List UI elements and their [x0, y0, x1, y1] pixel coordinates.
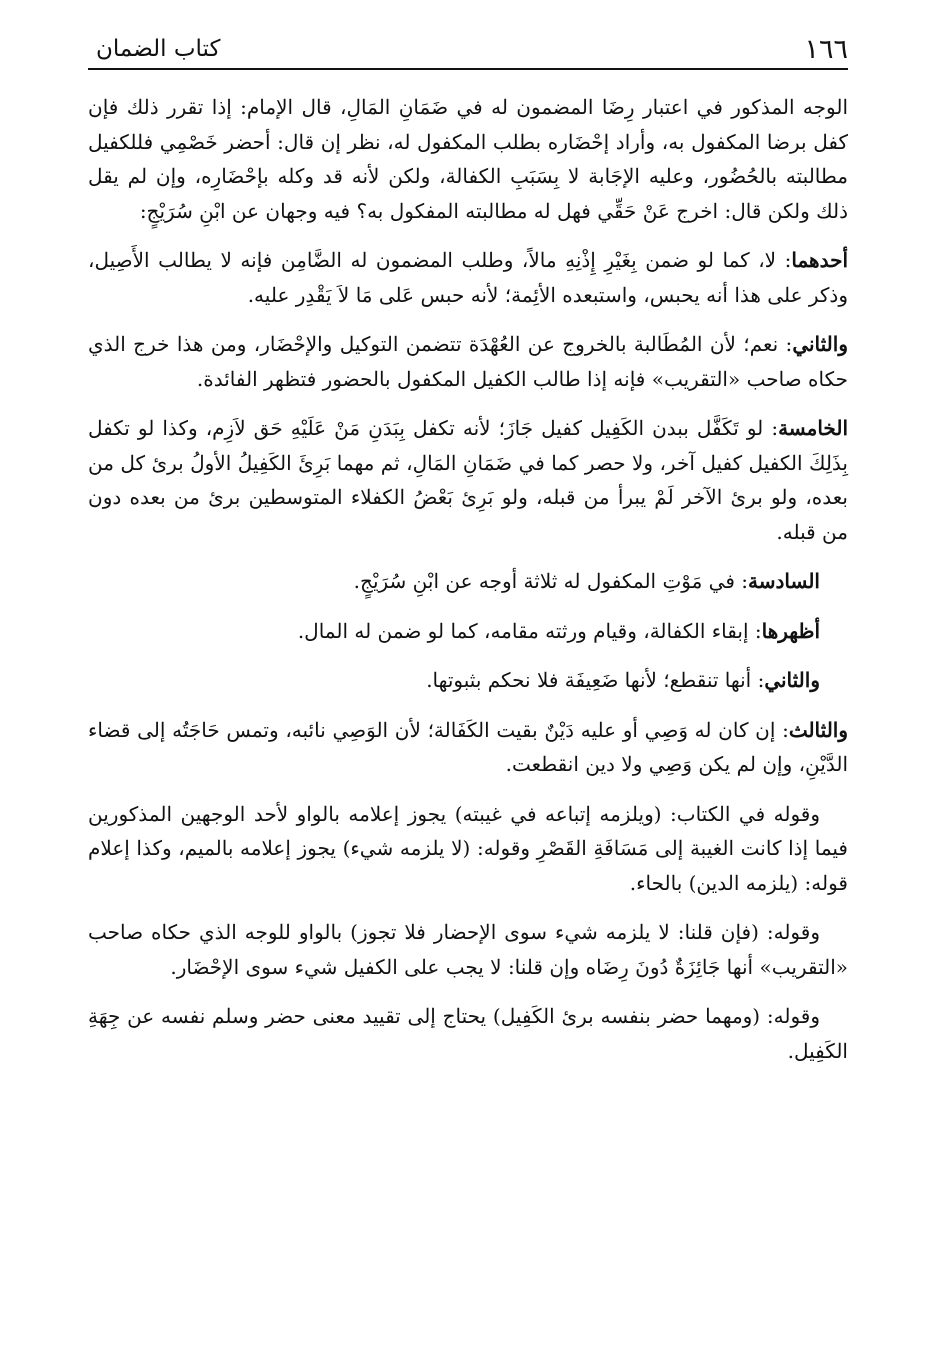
body-text: [88, 90, 848, 1068]
paragraph-heading: الخامسة: [778, 416, 848, 440]
paragraph: [88, 90, 848, 228]
paragraph-text: الوجه المذكور في اعتبار رِضَا المضمون له في ضَمَانِ المَالِ، قال الإمام: إذا تقرر ذلك فإن كفل برضا المكفول به، وأراد إحْضَاره بطلب المكفول له، نظر إن قال: أحضر خَصْمِي فللكفيل مطالبته بالحُضُور، وعليه الإجَابة لا بِسَبَبِ الكفالة، ولكن لأنه قد وكله بإحْضَارِه، وإن لم يقل ذلك ولكن قال: اخرج عَنْ حَقِّي فهل له مطالبته المفكول به؟ فيه وجهان عن ابْنِ سُرَيْجٍ:: [88, 95, 849, 223]
paragraph-text: : نعم؛ لأن المُطَالبة بالخروج عن العُهْدَة تتضمن التوكيل والإحْضَار، ومن هذا خرج الذي حكاه صاحب «التقريب» فإنه إذا طالب الكفيل المكفول بالحضور فتظهر الفائدة.: [88, 332, 848, 391]
paragraph-text: وقوله في الكتاب: (ويلزمه إتباعه في غيبته) يجوز إعلامه بالواو لأحد الوجهين المذكورين فيما إذا كانت الغيبة إلى مَسَافَةِ القَصْرِ وقوله: (لا يلزمه شيء) يجوز إعلامه بالميم، وكذا إعلام قوله: (يلزمه الدين) بالحاء.: [88, 801, 848, 895]
paragraph-heading: أظهرها: [761, 618, 820, 643]
paragraph: [88, 915, 848, 984]
paragraph: [88, 999, 848, 1068]
paragraph-text: : في مَوْتِ المكفول له ثلاثة أوجه عن ابْنِ سُرَيْجٍ.: [353, 569, 749, 593]
paragraph-heading: والثالث: [788, 717, 848, 742]
paragraph-heading: والثاني: [764, 668, 820, 692]
paragraph-text: : لو تَكَفَّل ببدن الكَفِيل كفيل جَازَ؛ لأنه تكفل بِبَدَنِ مَنْ عَلَيْهِ حَق لاَزِم، وكذا لو تكفل بِذَلِكَ الكفيل كفيل آخر، ولا حصر كما في ضَمَانِ المَالِ، ثم مهما بَرِئَ الكَفِيلُ الأولُ برئ كل من بعده، ولو برئ الآخر لَمْ يبرأ من قبله، ولو بَرِئ بَعْضُ الكفلاء المتوسطين برئ من بعده دون من قبله.: [88, 416, 848, 544]
paragraph: [88, 327, 848, 396]
paragraph: [88, 564, 848, 599]
paragraph-text: وقوله: (ومهما حضر بنفسه برئ الكَفِيل) يحتاج إلى تقييد معنى حضر وسلم نفسه عن جِهَةِ الكَفِيل.: [88, 1004, 848, 1063]
paragraph: [88, 797, 848, 901]
paragraph-text: : لا، كما لو ضمن بِغَيْرِ إِذْنِهِ مالاً، وطلب المضمون له الضَّامِن فإنه لا يطالب الأَصِيل، وذكر على هذا أنه يحبس، واستبعده الأئِمة؛ لأنه حبس عَلى مَا لاَ يَقْدِر عليه.: [88, 248, 848, 307]
paragraph: [88, 663, 848, 698]
running-title: كتاب الضمان: [96, 36, 221, 62]
paragraph-text: : إبقاء الكفالة، وقيام ورثته مقامه، كما لو ضمن له المال.: [297, 618, 762, 643]
paragraph-text: : أنها تنقطع؛ لأنها ضَعِيفَة فلا نحكم بثبوتها.: [426, 668, 765, 692]
paragraph: [88, 243, 848, 312]
page-number: ١٦٦: [804, 34, 848, 65]
book-page: [88, 30, 848, 1083]
running-header: [88, 30, 848, 70]
paragraph-heading: السادسة: [748, 569, 820, 593]
paragraph: [88, 411, 848, 549]
paragraph-text: : إن كان له وَصِي أو عليه دَيْنٌ بقيت الكَفَالة؛ لأن الوَصِي نائبه، وتمس حَاجَتُه إلى قضاء الدَّيْنِ، وإن لم يكن وَصِي ولا دين انقطعت.: [88, 717, 848, 776]
paragraph: [88, 713, 848, 782]
paragraph-text: وقوله: (فإن قلنا: لا يلزمه شيء سوى الإحضار فلا تجوز) بالواو للوجه الذي حكاه صاحب «التقريب» أنها جَائِزَةٌ دُونَ رِضَاه وإن قلنا: لا يجب على الكفيل شيء سوى الإحْضَار.: [88, 920, 848, 979]
paragraph-heading: أحدهما: [791, 248, 848, 272]
paragraph-heading: والثاني: [792, 332, 848, 356]
paragraph: [88, 614, 848, 649]
